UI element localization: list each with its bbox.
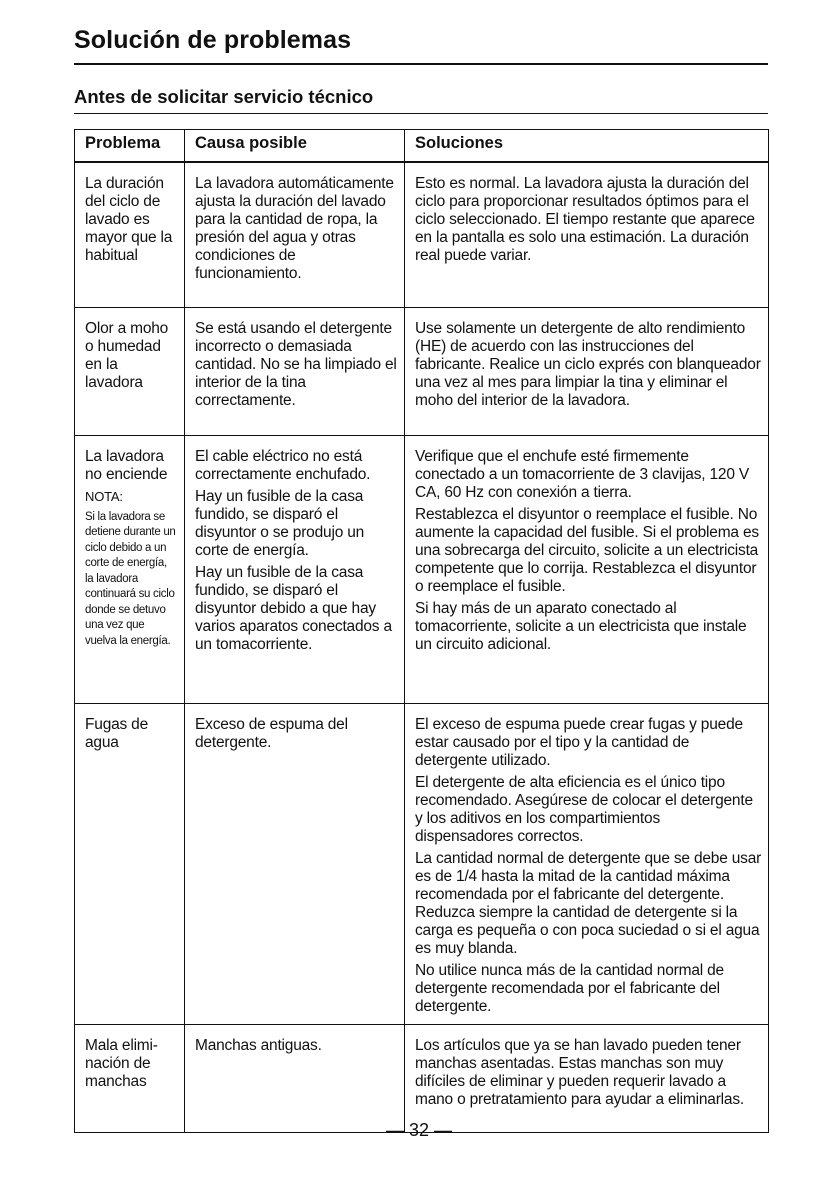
column-header-cause: Causa posible (185, 130, 405, 163)
problem-cell (75, 162, 185, 307)
problem-cell (75, 703, 185, 1024)
solution-text: Restablezca el disyuntor o reemplace el fusible. No aumente la capacidad del fusible. Si el problema es una sobrecarga del circuito, solicite a un electricista competente que lo corrija. Restablezca el disyuntor o reemplace el fusible. (415, 505, 759, 595)
cause-cell (185, 1024, 405, 1132)
cause-text: Hay un fusible de la casa fundido, se disparó el disyuntor o se produjo un corte de energía. (195, 487, 365, 559)
section-subtitle: Antes de solicitar servicio técnico (74, 86, 374, 107)
table-header-row (75, 130, 769, 163)
solution-cell (405, 1024, 769, 1132)
table-row (75, 1024, 769, 1132)
cause-text: El cable eléctrico no está correctamente enchufado. (195, 447, 371, 483)
table-row (75, 435, 769, 703)
cause-cell (185, 307, 405, 435)
solution-text: Esto es normal. La lavadora ajusta la duración del ciclo para proporcionar resultados óptimos para el ciclo seleccionado. El tiempo restante que aparece en la pantalla es solo una estimación. La duración real puede variar. (415, 175, 755, 264)
problem-text: Olor a moho o humedad en la lavadora (85, 319, 169, 391)
troubleshooting-table (74, 129, 769, 1133)
table-row (75, 703, 769, 1024)
problem-cell (75, 307, 185, 435)
title-divider (74, 63, 768, 65)
solution-cell (405, 703, 769, 1024)
cause-text: Manchas antiguas. (195, 1036, 322, 1054)
solution-text: No utilice nunca más de la cantidad normal de detergente recomendada por el fabricante del detergente. (415, 961, 724, 1015)
note-label: NOTA: (85, 488, 123, 504)
solution-text: El exceso de espuma puede crear fugas y puede estar causado por el tipo y la cantidad de detergente utilizado. (415, 715, 743, 769)
problem-cell (75, 1024, 185, 1132)
problem-text: Mala elimi- nación de manchas (85, 1036, 158, 1090)
cause-cell (185, 162, 405, 307)
solution-text: Use solamente un detergente de alto rendimiento (HE) de acuerdo con las instrucciones del fabricante. Realice un ciclo exprés con blanqueador una vez al mes para limpiar la tina y eliminar el moho del interior de la lavadora. (415, 319, 761, 409)
cause-cell (185, 435, 405, 703)
problem-text: La lavadora no enciende (85, 447, 168, 483)
column-header-problem: Problema (75, 130, 185, 163)
page-title: Solución de problemas (74, 26, 352, 54)
problem-cell (75, 435, 185, 703)
solution-cell (405, 307, 769, 435)
page-number: — 32 — (385, 1120, 453, 1140)
problem-text: La duración del ciclo de lavado es mayor que la habitual (85, 175, 173, 264)
note-text: Si la lavadora se detiene durante un ciclo debido a un corte de energía, la lavadora continuará su ciclo donde se detuvo una vez que vuelva la energía. (85, 510, 176, 647)
cause-cell (185, 703, 405, 1024)
column-header-solutions: Soluciones (405, 130, 769, 163)
table-row (75, 162, 769, 307)
cause-text: Hay un fusible de la casa fundido, se disparó el disyuntor debido a que hay varios aparatos conectados a un tomacorriente. (195, 563, 392, 653)
solution-text: Los artículos que ya se han lavado pueden tener manchas asentadas. Estas manchas son muy difíciles de eliminar y pueden requerir lavado a mano o pretratamiento para ayudar a eliminarlas. (415, 1036, 744, 1108)
solution-text: La cantidad normal de detergente que se debe usar es de 1/4 hasta la mitad de la cantidad máxima recomendada por el fabricante del detergente. Reduzca siempre la cantidad de detergente si la carga es pequeña o con poca suciedad o si el agua es muy blanda. (415, 849, 762, 957)
problem-text: Fugas de agua (85, 715, 149, 751)
subtitle-divider (74, 113, 768, 114)
cause-text: Se está usando el detergente incorrecto o demasiada cantidad. No se ha limpiado el interior de la tina correctamente. (195, 319, 397, 409)
solution-text: El detergente de alta eficiencia es el único tipo recomendado. Asegúrese de colocar el detergente y los aditivos en los compartimientos dispensadores correctos. (415, 773, 753, 845)
table-row (75, 307, 769, 435)
solution-cell (405, 162, 769, 307)
cause-text: La lavadora automáticamente ajusta la duración del lavado para la cantidad de ropa, la presión del agua y otras condiciones de funcionamiento. (195, 175, 394, 282)
solution-cell (405, 435, 769, 703)
cause-text: Exceso de espuma del detergente. (195, 715, 348, 751)
solution-text: Verifique que el enchufe esté firmemente conectado a un tomacorriente de 3 clavijas, 120 V CA, 60 Hz con conexión a tierra. (415, 447, 749, 501)
solution-text: Si hay más de un aparato conectado al tomacorriente, solicite a un electricista que instale un circuito adicional. (415, 599, 747, 653)
